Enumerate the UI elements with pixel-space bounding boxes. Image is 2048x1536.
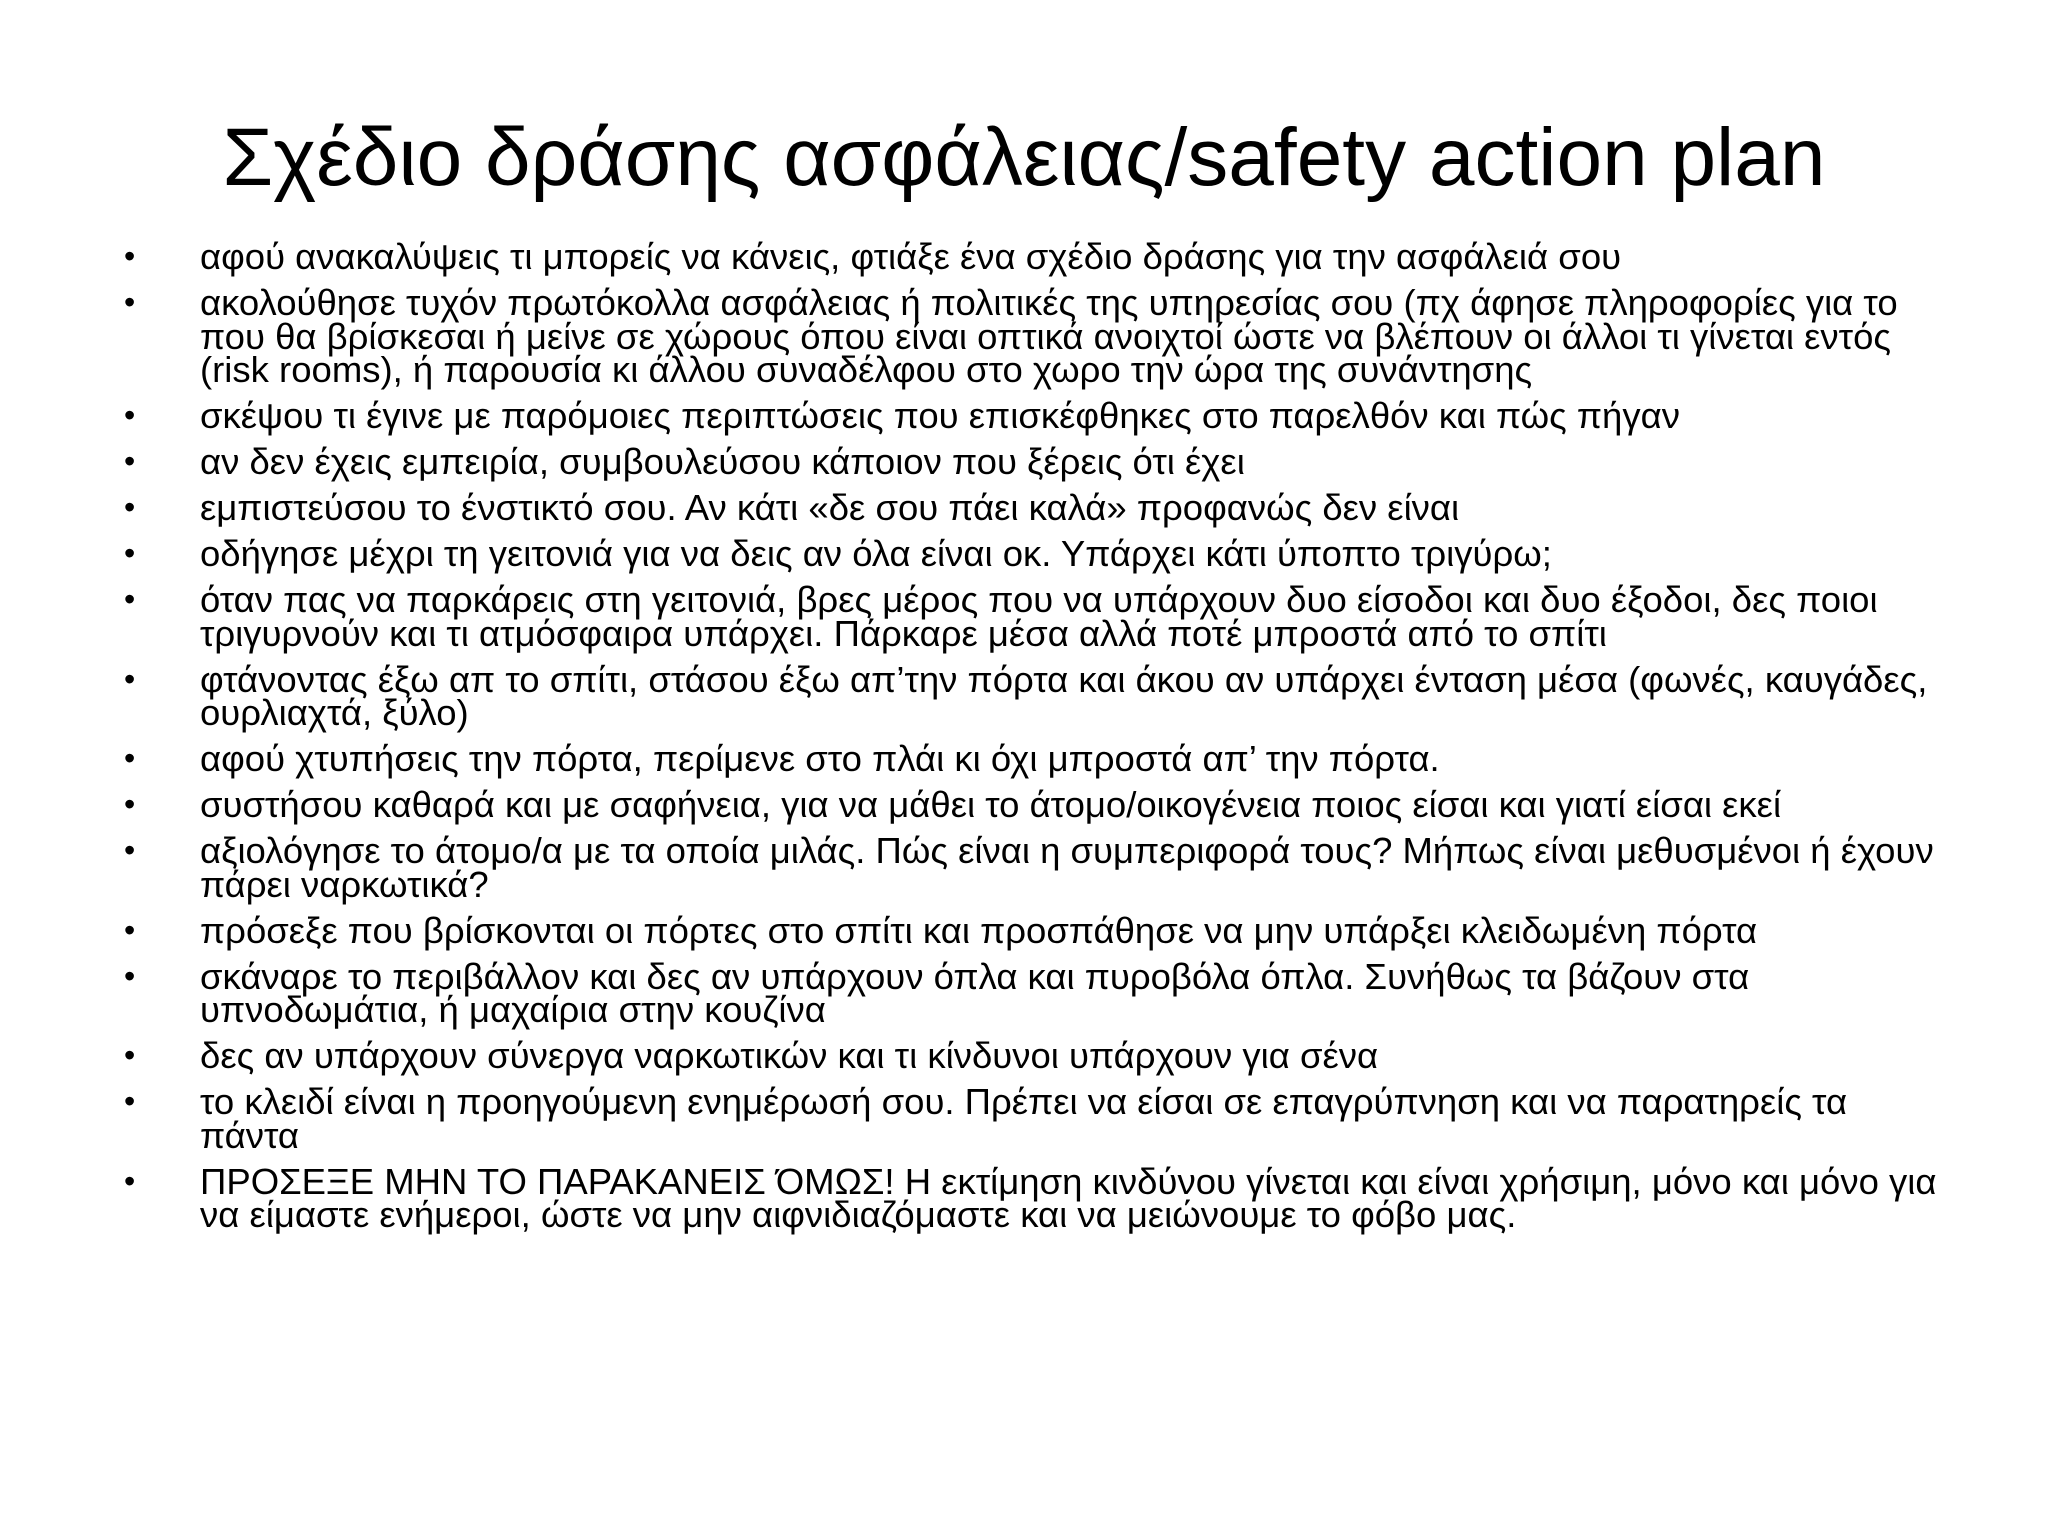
bullet-icon: • bbox=[124, 489, 136, 525]
bullet-text: αν δεν έχεις εμπειρία, συμβουλεύσου κάποιον που ξέρεις ότι έχει bbox=[200, 441, 1245, 482]
list-item bbox=[120, 658, 1950, 733]
bullet-text: εμπιστεύσου το ένστικτό σου. Αν κάτι «δε σου πάει καλά» προφανώς δεν είναι bbox=[200, 487, 1460, 528]
bullet-text: αφού ανακαλύψεις τι μπορείς να κάνεις, φτιάξε ένα σχέδιο δράσης για την ασφάλειά σου bbox=[200, 236, 1622, 277]
bullet-icon: • bbox=[124, 740, 136, 776]
bullet-text: συστήσου καθαρά και με σαφήνεια, για να μάθει το άτομο/οικογένεια ποιος είσαι και γιατί είσαι εκεί bbox=[200, 784, 1782, 825]
list-item bbox=[120, 1160, 1950, 1235]
bullet-icon: • bbox=[124, 1083, 136, 1119]
bullet-text: αφού χτυπήσεις την πόρτα, περίμενε στο πλάι κι όχι μπροστά απ’ την πόρτα. bbox=[200, 738, 1440, 779]
bullet-text: ΠΡΟΣΕΞΕ ΜΗΝ ΤΟ ΠΑΡΑΚΑΝΕΙΣ ΌΜΩΣ! Η εκτίμηση κινδύνου γίνεται και είναι χρήσιμη, μόνο και μόνο για να είμαστε ενήμεροι, ώστε να μην αιφνιδιαζόμαστε και να μειώνουμε το φόβο μας. bbox=[200, 1160, 1937, 1235]
list-item bbox=[120, 955, 1950, 1030]
bullet-icon: • bbox=[124, 1037, 136, 1073]
list-item bbox=[120, 1035, 1950, 1076]
list-item bbox=[120, 395, 1950, 436]
bullet-icon: • bbox=[124, 581, 136, 617]
list-item bbox=[120, 830, 1950, 905]
bullet-text: το κλειδί είναι η προηγούμενη ενημέρωσή σου. Πρέπει να είσαι σε επαγρύπνηση και να παρατηρείς τα πάντα bbox=[200, 1081, 1848, 1156]
bullet-icon: • bbox=[124, 660, 136, 697]
bullet-text: αξιολόγησε το άτομο/α με τα οποία μιλάς. Πώς είναι η συμπεριφορά τους? Μήπως είναι μεθυσμένοι ή έχουν πάρει ναρκωτικά? bbox=[200, 830, 1934, 905]
bullet-icon: • bbox=[124, 535, 136, 571]
list-item bbox=[120, 487, 1950, 528]
list-item bbox=[120, 282, 1950, 390]
bullet-text: όταν πας να παρκάρεις στη γειτονιά, βρες μέρος που να υπάρχουν δυο είσοδοι και δυο έξοδοι, δες ποιοι τριγυρνούν και τι ατμόσφαιρα υπάρχει. Πάρκαρε μέσα αλλά ποτέ μπροστά από το σπίτι bbox=[200, 579, 1878, 654]
bullet-icon: • bbox=[124, 284, 136, 320]
bullet-list bbox=[120, 236, 1950, 1244]
bullet-icon: • bbox=[124, 911, 136, 948]
list-item bbox=[120, 909, 1950, 951]
list-item bbox=[120, 441, 1950, 482]
bullet-text: φτάνοντας έξω απ το σπίτι, στάσου έξω απ’την πόρτα και άκου αν υπάρχει ένταση μέσα (φωνές, καυγάδες, ουρλιαχτά, ξύλο) bbox=[200, 658, 1928, 733]
list-item bbox=[120, 784, 1950, 825]
bullet-icon: • bbox=[124, 957, 136, 994]
bullet-text: ακολούθησε τυχόν πρωτόκολλα ασφάλειας ή πολιτικές της υπηρεσίας σου (πχ άφησε πληροφορίες για το που θα βρίσκεσαι ή μείνε σε χώρους όπου είναι οπτικά ανοιχτοί ώστε να βλέπουν οι άλλοι τι γίνεται εντός (risk rooms), ή παρουσία κι άλλου συναδέλφου στο χωρο την ώρα της συνάντησης bbox=[200, 282, 1898, 390]
list-item bbox=[120, 236, 1950, 277]
bullet-icon: • bbox=[124, 1162, 136, 1199]
bullet-text: σκάναρε το περιβάλλον και δες αν υπάρχουν όπλα και πυροβόλα όπλα. Συνήθως τα βάζουν στα υπνοδωμάτια, ή μαχαίρια στην κουζίνα bbox=[200, 955, 1750, 1030]
bullet-text: δες αν υπάρχουν σύνεργα ναρκωτικών και τι κίνδυνοι υπάρχουν για σένα bbox=[200, 1035, 1379, 1076]
slide-title: Σχέδιο δράσης ασφάλειας/safety action plan bbox=[222, 112, 1826, 203]
list-item bbox=[120, 1081, 1950, 1156]
list-item bbox=[120, 533, 1950, 574]
list-item bbox=[120, 738, 1950, 779]
bullet-icon: • bbox=[124, 832, 136, 868]
bullet-icon: • bbox=[124, 786, 136, 822]
list-item bbox=[120, 579, 1950, 654]
bullet-text: σκέψου τι έγινε με παρόμοιες περιπτώσεις που επισκέφθηκες στο παρελθόν και πώς πήγαν bbox=[200, 395, 1680, 436]
bullet-text: οδήγησε μέχρι τη γειτονιά για να δεις αν όλα είναι οκ. Υπάρχει κάτι ύποπτο τριγύρω; bbox=[200, 533, 1552, 574]
bullet-icon: • bbox=[124, 443, 136, 479]
bullet-icon: • bbox=[124, 238, 136, 274]
bullet-icon: • bbox=[124, 397, 136, 433]
bullet-text: πρόσεξε που βρίσκονται οι πόρτες στο σπίτι και προσπάθησε να μην υπάρξει κλειδωμένη πόρτα bbox=[200, 909, 1758, 951]
